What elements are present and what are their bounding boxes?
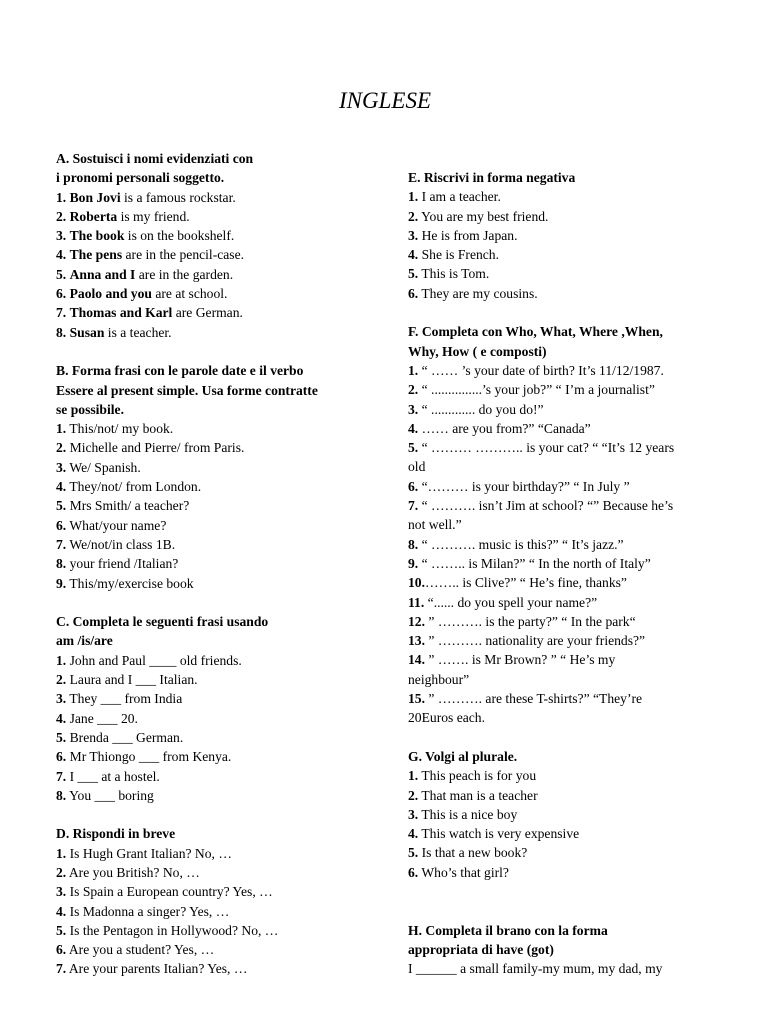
item-text: We/not/in class 1B.	[66, 536, 176, 552]
item-text: “ ……… ……….. is your cat? “ “It’s 12 years	[421, 440, 675, 456]
item-number: 7.	[56, 768, 67, 784]
section-d	[56, 824, 376, 978]
item-number: 5.	[56, 266, 67, 282]
item-text: Is Spain a European country? Yes, …	[66, 884, 273, 900]
item-number: 13.	[408, 633, 425, 649]
exercise-item	[56, 902, 376, 921]
section-e-heading-line: E. Riscrivi in forma negativa	[408, 170, 576, 185]
item-number: 7.	[408, 498, 419, 514]
item-text: Mrs Smith/ a teacher?	[66, 498, 190, 514]
section-a-heading-line: i pronomi personali soggetto.	[56, 170, 225, 186]
item-text: ” ………. is the party?” “ In the park“	[428, 613, 636, 629]
highlighted-noun: Roberta	[69, 208, 118, 224]
item-number: 6.	[56, 749, 67, 765]
item-number: 4.	[408, 826, 419, 842]
item-text: Who’s that girl?	[418, 864, 509, 880]
section-c-heading-line: am /is/are	[56, 633, 113, 649]
exercise-item	[56, 959, 376, 978]
item-text: “ …… ’s your date of birth? It’s 11/12/1987.	[421, 362, 664, 378]
section-f-heading-line: Why, How ( e composti)	[408, 343, 547, 359]
exercise-item	[56, 767, 376, 786]
item-number: 2.	[408, 208, 419, 224]
exercise-item	[56, 207, 376, 226]
exercise-item	[56, 496, 376, 515]
exercise-item	[408, 766, 728, 785]
item-text: That man is a teacher	[418, 787, 538, 803]
exercise-item	[56, 921, 376, 940]
item-number: 4.	[408, 247, 419, 263]
item-text: are in the pencil-case.	[122, 247, 245, 263]
item-number: 7.	[56, 961, 67, 977]
item-text: is a famous rockstar.	[120, 189, 236, 205]
item-number: 2.	[56, 672, 67, 688]
exercise-item	[56, 458, 376, 477]
exercise-item	[408, 612, 728, 631]
item-number: 1.	[56, 845, 67, 861]
item-number: 1.	[408, 189, 419, 205]
exercise-item	[56, 323, 376, 342]
item-number: 7.	[56, 536, 67, 552]
right-column	[408, 168, 728, 978]
section-c-heading-line: C. Completa le seguenti frasi usando	[56, 614, 269, 630]
item-text: Michelle and Pierre/ from Paris.	[66, 440, 245, 456]
item-text: are German.	[172, 305, 243, 321]
spacer	[56, 805, 376, 824]
exercise-item	[408, 573, 728, 592]
item-number: 5.	[408, 845, 419, 861]
item-text: They/not/ from London.	[66, 479, 202, 495]
item-text: You ___ boring	[66, 787, 154, 803]
item-number: 2.	[56, 208, 67, 224]
item-number: 6.	[56, 517, 67, 533]
section-f	[408, 322, 728, 727]
item-text: “……… is your birthday?” “ In July ”	[421, 478, 630, 494]
item-number: 6.	[408, 864, 419, 880]
exercise-item	[56, 940, 376, 959]
exercise-item	[56, 786, 376, 805]
item-number: 8.	[408, 536, 419, 552]
item-text: “ ............. do you do!”	[421, 401, 544, 417]
item-number: 2.	[408, 382, 419, 398]
exercise-item	[408, 689, 728, 708]
exercise-item	[408, 554, 728, 573]
item-number: 2.	[408, 787, 419, 803]
item-text: Is Hugh Grant Italian? No, …	[66, 845, 232, 861]
item-text: I ___ at a hostel.	[66, 768, 160, 784]
item-number: 5.	[408, 440, 419, 456]
item-text: Is Madonna a singer? Yes, …	[66, 903, 230, 919]
highlighted-noun: Bon Jovi	[69, 189, 121, 205]
item-number: 5.	[56, 922, 67, 938]
item-text: What/your name?	[66, 517, 167, 533]
left-column	[56, 149, 376, 979]
item-text: We/ Spanish.	[66, 459, 141, 475]
item-text: This peach is for you	[418, 768, 537, 784]
item-text: ” ……. is Mr Brown? ” “ He’s my	[428, 652, 616, 668]
exercise-item	[408, 843, 728, 862]
item-number: 14.	[408, 652, 425, 668]
item-text: is a teacher.	[104, 324, 172, 340]
section-h	[408, 921, 728, 979]
item-text: ” ………. are these T-shirts?” “They’re	[428, 691, 643, 707]
item-number: 4.	[56, 710, 67, 726]
exercise-item	[408, 264, 728, 283]
section-e	[408, 168, 728, 303]
item-text: They ___ from India	[66, 691, 183, 707]
item-text: This is a nice boy	[418, 806, 518, 822]
exercise-item	[408, 226, 728, 245]
item-text: This/my/exercise book	[66, 575, 194, 591]
item-text: This/not/ my book.	[66, 421, 174, 437]
exercise-item	[56, 535, 376, 554]
item-number: 4.	[56, 903, 67, 919]
section-b-heading-line: B. Forma frasi con le parole date e il verbo	[56, 363, 304, 379]
exercise-item	[56, 747, 376, 766]
item-text: Mr Thiongo ___ from Kenya.	[66, 749, 232, 765]
section-b	[56, 361, 376, 593]
section-b-heading-line: Essere al present simple. Usa forme contratte	[56, 382, 318, 398]
exercise-item	[408, 438, 728, 457]
item-text: ” ………. nationality are your friends?”	[428, 633, 646, 649]
exercise-item	[408, 245, 728, 264]
item-number: 15.	[408, 691, 425, 707]
section-b-heading-line: se possibile.	[56, 401, 124, 417]
item-number: 1.	[56, 189, 67, 205]
exercise-item	[408, 863, 728, 882]
item-text: They are my cousins.	[418, 285, 538, 301]
item-number: 1.	[408, 362, 419, 378]
highlighted-noun: The pens	[69, 247, 123, 263]
item-text: She is French.	[418, 247, 500, 263]
exercise-item	[56, 863, 376, 882]
item-number: 5.	[408, 266, 419, 282]
item-text: Jane ___ 20.	[66, 710, 138, 726]
exercise-item-continuation: old	[408, 459, 426, 475]
item-text: Are your parents Italian? Yes, …	[66, 961, 248, 977]
item-text: Is the Pentagon in Hollywood? No, …	[66, 922, 279, 938]
item-text: This watch is very expensive	[418, 826, 580, 842]
exercise-item	[56, 554, 376, 573]
highlighted-noun: Thomas and Karl	[69, 305, 173, 321]
spacer	[408, 882, 728, 921]
exercise-item	[56, 303, 376, 322]
section-g	[408, 747, 728, 882]
item-number: 5.	[56, 729, 67, 745]
exercise-item	[56, 438, 376, 457]
exercise-item	[408, 361, 728, 380]
section-a-heading-line: A. Sostuisci i nomi evidenziati con	[56, 151, 254, 166]
item-number: 3.	[56, 459, 67, 475]
highlighted-noun: The book	[69, 228, 125, 244]
item-number: 6.	[56, 942, 67, 958]
item-number: 6.	[408, 478, 419, 494]
exercise-item	[408, 477, 728, 496]
exercise-item	[408, 631, 728, 650]
item-text: Are you a student? Yes, …	[66, 942, 215, 958]
exercise-item	[408, 380, 728, 399]
item-number: 4.	[408, 420, 419, 436]
exercise-item	[56, 477, 376, 496]
section-h-heading-line: H. Completa il brano con la forma	[408, 922, 608, 938]
section-a	[56, 149, 376, 342]
item-text: “ ...............’s your job?” “ I’m a journalist”	[421, 382, 655, 398]
exercise-item-continuation: not well.”	[408, 517, 462, 533]
section-c	[56, 612, 376, 805]
passage-line: I ______ a small family-my mum, my dad, my	[408, 961, 663, 977]
item-number: 9.	[56, 575, 67, 591]
item-text: Is that a new book?	[418, 845, 528, 861]
item-number: 2.	[56, 440, 67, 456]
item-text: …… are you from?” “Canada”	[421, 420, 591, 436]
item-number: 3.	[56, 228, 67, 244]
exercise-item	[408, 284, 728, 303]
exercise-item	[56, 574, 376, 593]
exercise-item	[56, 728, 376, 747]
item-text: Laura and I ___ Italian.	[66, 672, 198, 688]
item-number: 9.	[408, 555, 419, 571]
exercise-item	[56, 516, 376, 535]
exercise-item	[408, 187, 728, 206]
item-text: “ ………. music is this?” “ It’s jazz.”	[421, 536, 624, 552]
item-text: is on the bookshelf.	[124, 228, 235, 244]
item-text: Brenda ___ German.	[66, 729, 184, 745]
item-number: 3.	[56, 884, 67, 900]
item-number: 1.	[408, 768, 419, 784]
item-number: 1.	[56, 421, 67, 437]
exercise-item	[408, 824, 728, 843]
spacer	[56, 593, 376, 612]
item-number: 1.	[56, 652, 67, 668]
item-text: “...... do you spell your name?”	[427, 594, 598, 610]
item-number: 8.	[56, 556, 67, 572]
item-text: is my friend.	[117, 208, 190, 224]
item-number: 8.	[56, 324, 67, 340]
highlighted-noun: Susan	[69, 324, 105, 340]
exercise-item	[408, 535, 728, 554]
item-number: 10.	[408, 575, 425, 591]
item-number: 3.	[408, 806, 419, 822]
exercise-item	[408, 496, 728, 515]
exercise-item	[56, 651, 376, 670]
item-text: are at school.	[151, 286, 228, 302]
spacer	[56, 342, 376, 361]
item-number: 12.	[408, 613, 425, 629]
highlighted-noun: Paolo and you	[69, 286, 152, 302]
item-text: John and Paul ____ old friends.	[66, 652, 242, 668]
item-text: your friend /Italian?	[66, 556, 179, 572]
item-number: 11.	[408, 594, 425, 610]
section-g-heading-line: G. Volgi al plurale.	[408, 748, 518, 764]
section-f-heading-line: F. Completa con Who, What, Where ,When,	[408, 324, 663, 340]
exercise-item-continuation: 20Euros each.	[408, 710, 486, 726]
exercise-item	[408, 805, 728, 824]
exercise-item	[56, 709, 376, 728]
exercise-item	[56, 226, 376, 245]
item-text: …….. is Clive?” “ He’s fine, thanks”	[425, 575, 627, 591]
exercise-item	[56, 882, 376, 901]
item-number: 3.	[408, 401, 419, 417]
item-text: are in the garden.	[135, 266, 234, 282]
exercise-item	[408, 419, 728, 438]
exercise-item	[56, 245, 376, 264]
item-text: “ ………. isn’t Jim at school? “” Because he’s	[421, 498, 674, 514]
exercise-item	[56, 419, 376, 438]
spacer	[408, 303, 728, 322]
highlighted-noun: Anna and I	[69, 266, 136, 282]
item-text: “ …….. is Milan?” “ In the north of Italy”	[421, 555, 651, 571]
page-title: INGLESE	[339, 88, 431, 113]
item-text: I am a teacher.	[418, 189, 501, 205]
exercise-item-continuation: neighbour”	[408, 671, 470, 687]
exercise-item	[408, 400, 728, 419]
exercise-item	[56, 284, 376, 303]
item-number: 7.	[56, 305, 67, 321]
item-number: 6.	[408, 285, 419, 301]
exercise-item	[56, 844, 376, 863]
item-number: 4.	[56, 479, 67, 495]
exercise-item	[408, 207, 728, 226]
item-number: 3.	[408, 227, 419, 243]
exercise-item	[56, 265, 376, 284]
item-number: 6.	[56, 286, 67, 302]
exercise-item	[56, 689, 376, 708]
item-text: You are my best friend.	[418, 208, 549, 224]
exercise-item	[408, 786, 728, 805]
item-number: 4.	[56, 247, 67, 263]
item-text: He is from Japan.	[418, 227, 518, 243]
exercise-item	[408, 593, 728, 612]
exercise-item	[56, 670, 376, 689]
exercise-item	[408, 650, 728, 669]
item-number: 8.	[56, 787, 67, 803]
item-number: 5.	[56, 498, 67, 514]
section-h-heading-line: appropriata di have (got)	[408, 941, 554, 957]
item-number: 2.	[56, 864, 67, 880]
section-d-heading-line: D. Rispondi in breve	[56, 826, 176, 842]
item-number: 3.	[56, 691, 67, 707]
item-text: This is Tom.	[418, 266, 490, 282]
spacer	[408, 728, 728, 747]
exercise-item	[56, 188, 376, 207]
item-text: Are you British? No, …	[66, 864, 200, 880]
